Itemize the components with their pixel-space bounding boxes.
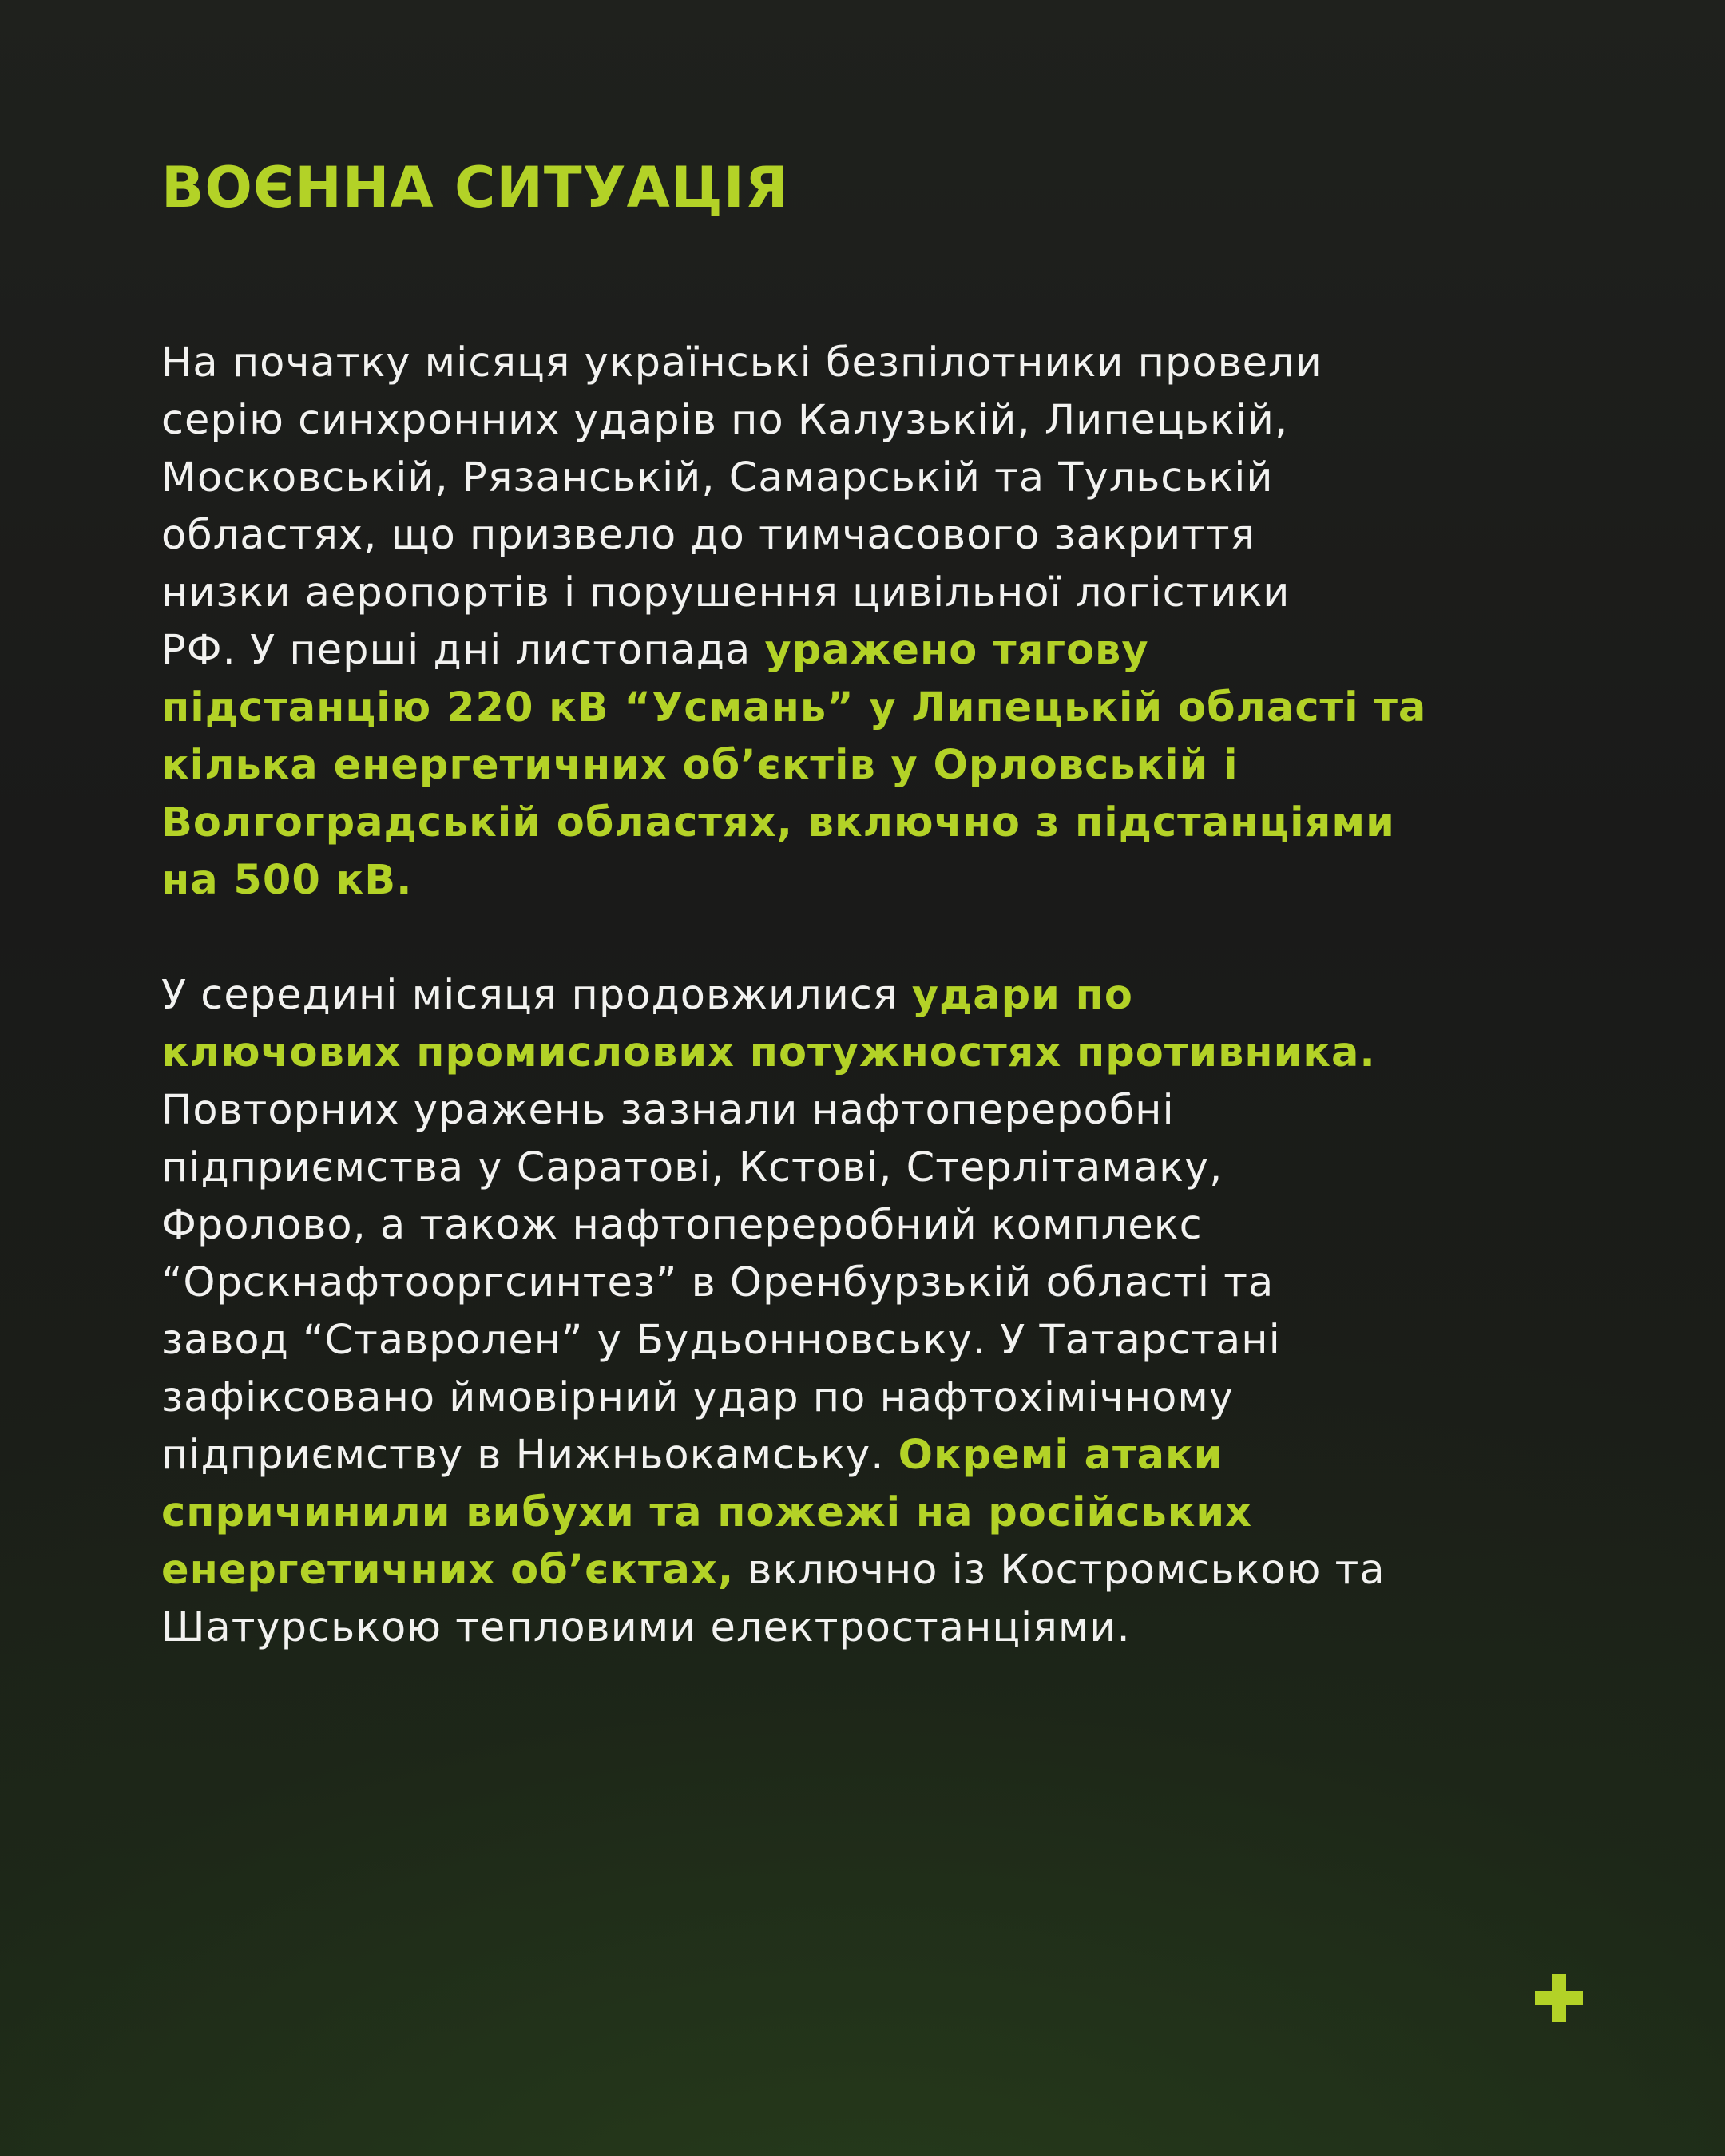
text-line [161, 450, 1599, 507]
article-body [161, 335, 1599, 1657]
body-text-segment: Повторних уражень зазнали нафтопереробні [161, 1087, 1175, 1134]
body-text-segment: низки аеропортів і порушення цивільної логістики [161, 569, 1291, 616]
text-line [161, 737, 1599, 795]
text-line [161, 795, 1599, 852]
body-text-segment: областях, що призвело до тимчасового закриття [161, 512, 1256, 559]
text-line [161, 507, 1599, 565]
text-line [161, 1427, 1599, 1484]
text-line [161, 565, 1599, 622]
body-text-segment: Шатурською тепловими електростанціями. [161, 1604, 1131, 1651]
body-text-segment: На початку місяця українські безпілотники провели [161, 339, 1322, 386]
text-line [161, 335, 1599, 392]
text-line [161, 392, 1599, 450]
body-text-segment: Фролово, а також нафтопереробний комплекс [161, 1202, 1203, 1249]
paragraph [161, 967, 1599, 1657]
highlighted-text: кілька енергетичних об’єктів у Орловській і [161, 742, 1239, 789]
text-line [161, 1484, 1599, 1542]
text-line [161, 680, 1599, 737]
text-line [161, 1542, 1599, 1599]
highlighted-text: спричинили вибухи та пожежі на російських [161, 1489, 1252, 1536]
body-text-segment: РФ. У перші дні листопада [161, 627, 765, 674]
body-text-segment: серію синхронних ударів по Калузькій, Липецькій, [161, 397, 1289, 444]
body-text-segment: “Орскнафтооргсинтез” в Оренбурзькій області та [161, 1259, 1275, 1306]
text-line [161, 852, 1599, 910]
highlighted-text: підстанцію 220 кВ “Усмань” у Липецькій області та [161, 684, 1427, 731]
highlighted-text: Окремі атаки [898, 1432, 1223, 1479]
body-text-segment: підприємству в Нижньокамську. [161, 1432, 898, 1479]
highlighted-text: ключових промислових потужностях противника. [161, 1029, 1376, 1076]
highlighted-text: удари по [911, 972, 1133, 1019]
text-line [161, 1599, 1599, 1657]
paragraph [161, 335, 1599, 910]
highlighted-text: Волгоградській областях, включно з підстанціями [161, 799, 1395, 846]
page-title: ВОЄННА СИТУАЦІЯ [161, 155, 789, 220]
body-text-segment: Московській, Рязанській, Самарській та Тульській [161, 454, 1274, 501]
text-line [161, 1312, 1599, 1369]
text-line [161, 1369, 1599, 1427]
text-line [161, 967, 1599, 1024]
body-text-segment: підприємства у Саратові, Кстові, Стерлітамаку, [161, 1144, 1223, 1191]
highlighted-text: на 500 кВ. [161, 857, 413, 904]
text-line [161, 622, 1599, 680]
highlighted-text: уражено тягову [764, 627, 1149, 674]
text-line [161, 1024, 1599, 1082]
body-text-segment: У середині місяця продовжилися [161, 972, 912, 1019]
body-text-segment: включно із Костромською та [734, 1547, 1386, 1594]
plus-icon [1535, 1974, 1583, 2022]
body-text-segment: зафіксовано ймовірний удар по нафтохімічному [161, 1374, 1235, 1421]
text-line [161, 1197, 1599, 1254]
text-line [161, 1139, 1599, 1197]
text-line [161, 1082, 1599, 1139]
text-line [161, 1254, 1599, 1312]
body-text-segment: завод “Ставролен” у Будьонновську. У Татарстані [161, 1317, 1281, 1364]
highlighted-text: енергетичних об’єктах, [161, 1547, 735, 1594]
